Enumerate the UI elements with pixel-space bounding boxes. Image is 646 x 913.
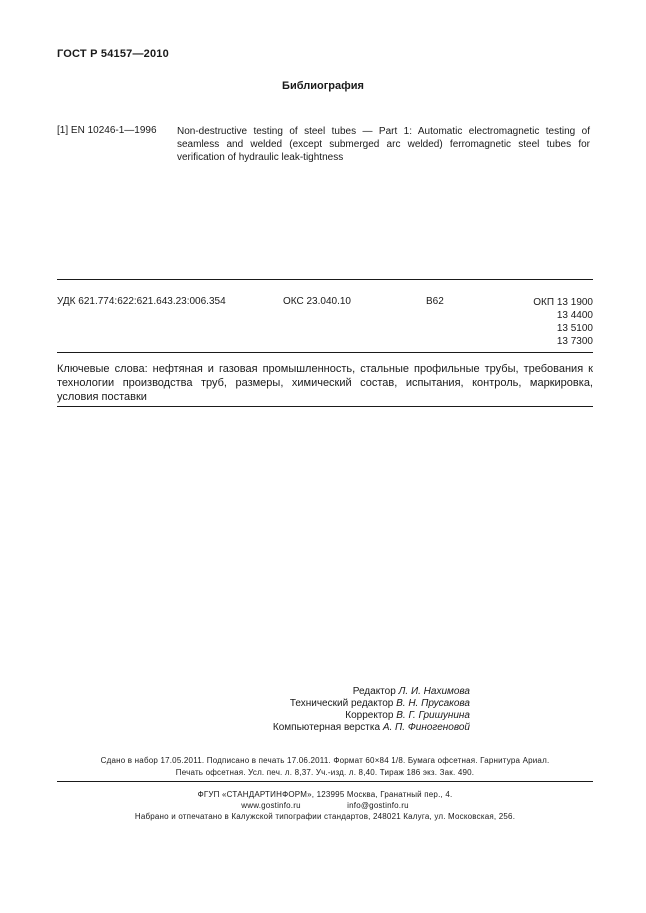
bibliography-text: Non-destructive testing of steel tubes — Part 1: Automatic electromagnetic testing of seamless and welded (except submerged arc welded) ferromagnetic steel tubes for verification of hydraulic leak-tightness <box>177 126 590 163</box>
okp-code: ОКП 13 1900 <box>533 297 593 308</box>
group-code: В62 <box>426 296 444 307</box>
oks-code: ОКС 23.040.10 <box>283 296 351 307</box>
credits-block <box>170 686 470 734</box>
credit-tech-editor: Технический редактор В. Н. Прусакова <box>289 698 470 709</box>
divider-top <box>57 279 593 280</box>
publisher-links <box>57 800 593 811</box>
credit-editor: Редактор Л. И. Нахимова <box>352 686 470 697</box>
keywords: Ключевые слова: нефтяная и газовая промышленность, стальные профильные трубы, требования к технологии производства труб, размеры, химический состав, испытания, контроль, маркировка, условия поставки <box>57 363 593 403</box>
okp-code: 13 5100 <box>556 323 593 334</box>
publisher-line1: ФГУП «СТАНДАРТИНФОРМ», 123995 Москва, Гранатный пер., 4. <box>197 790 453 799</box>
publisher-email[interactable]: info@gostinfo.ru <box>347 801 409 810</box>
credit-layout: Компьютерная верстка А. П. Финогеновой <box>272 722 470 733</box>
okp-code: 13 4400 <box>556 310 593 321</box>
okp-codes <box>510 296 593 348</box>
standard-id: ГОСТ Р 54157—2010 <box>57 48 169 60</box>
credit-corrector: Корректор В. Г. Гришунина <box>345 710 470 721</box>
print-info-line1: Сдано в набор 17.05.2011. Подписано в печать 17.06.2011. Формат 60×84 1/8. Бумага офсетная. Гарнитура Ариал. <box>100 756 550 765</box>
divider-bottom <box>57 781 593 782</box>
print-info <box>57 755 593 779</box>
publisher-website[interactable]: www.gostinfo.ru <box>241 801 301 810</box>
publisher-line3: Набрано и отпечатано в Калужской типографии стандартов, 248021 Калуга, ул. Московская, 256. <box>134 812 516 821</box>
bibliography-code: [1] EN 10246-1—1996 <box>57 125 157 136</box>
print-info-line2: Печать офсетная. Усл. печ. л. 8,37. Уч.-изд. л. 8,40. Тираж 186 экз. Зак. 490. <box>175 768 475 777</box>
okp-code: 13 7300 <box>556 336 593 347</box>
udk-code: УДК 621.774:622:621.643.23:006.354 <box>57 296 226 307</box>
section-title: Библиография <box>282 80 364 92</box>
divider-middle <box>57 352 593 353</box>
publisher-info <box>57 789 593 822</box>
divider-keywords <box>57 406 593 407</box>
